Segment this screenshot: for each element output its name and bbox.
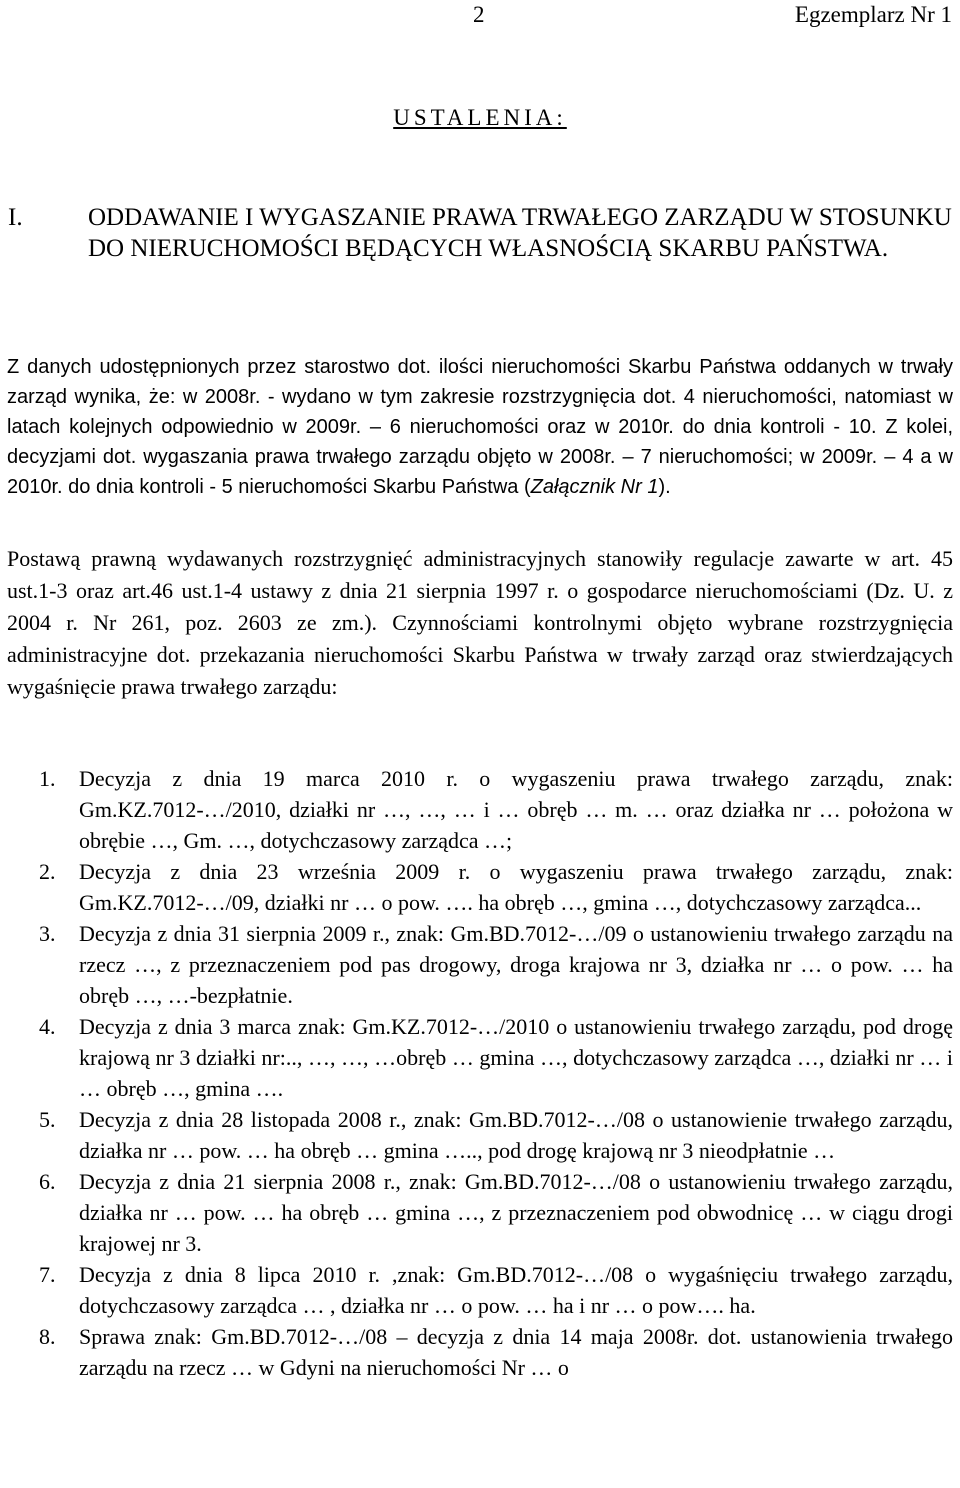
intro-text: Z danych udostępnionych przez starostwo dot. ilości nieruchomości Skarbu Państwa oddanych w trwały zarząd wynika, że: w 2008r. - wydano w tym zakresie rozstrzygnięcia dot. 4 nieruchomości, natomiast w latach kolejnych odpowiednio w 2009r. – 6 nieruchomości oraz w 2010r. do dnia kontroli - 10. Z kolei, decyzjami dot. wygaszania prawa trwałego zarządu objęto w 2008r. – 7 nieruchomości; w 2009r. – 4 a w 2010r. do dnia kontroli - 5 nieruchomości Skarbu Państwa (: [7, 356, 953, 498]
item-number: 5.: [39, 1107, 56, 1132]
list-item: [0, 918, 960, 1011]
item-number: 6.: [39, 1169, 56, 1194]
list-item: [0, 1259, 960, 1321]
section-title: ODDAWANIE I WYGASZANIE PRAWA TRWAŁEGO ZARZĄDU W STOSUNKU DO NIERUCHOMOŚCI BĘDĄCYCH WŁASNOŚCIĄ SKARBU PAŃSTWA.: [88, 204, 952, 262]
list-item: [0, 856, 960, 918]
item-text: Decyzja z dnia 31 sierpnia 2009 r., znak: Gm.BD.7012-…/09 o ustanowieniu trwałego zarządu na rzecz …, z przeznaczeniem pod pas drogowy, droga krajowa nr 3, działka nr … o pow. … ha obręb …, …-bezpłatnie.: [79, 921, 953, 1008]
intro-text-end: ).: [658, 476, 671, 498]
page-number: 2: [473, 2, 485, 27]
item-number: 3.: [39, 921, 56, 946]
intro-paragraph: [7, 352, 953, 502]
item-number: 4.: [39, 1014, 56, 1039]
item-number: 8.: [39, 1324, 56, 1349]
decision-list: [0, 763, 960, 1383]
list-item: [0, 763, 960, 856]
item-text: Decyzja z dnia 21 sierpnia 2008 r., znak: Gm.BD.7012-…/08 o ustanowieniu trwałego zarządu, działka nr … pow. … ha obręb … gmina …, z przeznaczeniem pod obwodnicę … w ciągu drogi krajowej nr 3.: [79, 1169, 953, 1256]
document-heading: USTALENIA:: [393, 105, 567, 130]
list-item: [0, 1011, 960, 1104]
list-item: [0, 1166, 960, 1259]
annex-reference: Załącznik Nr 1: [530, 476, 659, 498]
section-heading: [8, 202, 960, 264]
item-text: Decyzja z dnia 23 września 2009 r. o wygaszeniu prawa trwałego zarządu, znak: Gm.KZ.7012-…/09, działki nr … o pow. …. ha obręb …, gmina …, dotychczasowy zarządca...: [79, 859, 953, 915]
item-text: Decyzja z dnia 28 listopada 2008 r., znak: Gm.BD.7012-…/08 o ustanowienie trwałego zarządu, działka nr … pow. … ha obręb … gmina ….., pod drogę krajową nr 3 nieodpłatnie …: [79, 1107, 953, 1163]
item-text: Sprawa znak: Gm.BD.7012-…/08 – decyzja z dnia 14 maja 2008r. dot. ustanowienia trwałego zarządu na rzecz … w Gdyni na nieruchomości Nr … o: [79, 1324, 953, 1380]
item-number: 7.: [39, 1262, 56, 1287]
list-item: [0, 1321, 960, 1383]
item-text: Decyzja z dnia 8 lipca 2010 r. ,znak: Gm.BD.7012-…/08 o wygaśnięciu trwałego zarządu, dotychczasowy zarządca … , działka nr … o pow. … ha i nr … o pow…. ha.: [79, 1262, 953, 1318]
item-text: Decyzja z dnia 19 marca 2010 r. o wygaszeniu prawa trwałego zarządu, znak: Gm.KZ.7012-…/2010, działki nr …, …, … i … obręb … m. … oraz działka nr … położona w obrębie …, Gm. …, dotychczasowy zarządca …;: [79, 766, 953, 853]
section-number: I.: [8, 204, 23, 231]
item-text: Decyzja z dnia 3 marca znak: Gm.KZ.7012-…/2010 o ustanowieniu trwałego zarządu, pod drogę krajową nr 3 działki nr:.., …, …, …obręb … gmina …, dotychczasowy zarządca …, działki nr … i … obręb …, gmina ….: [79, 1014, 953, 1101]
copy-label: Egzemplarz Nr 1: [794, 2, 952, 27]
list-item: [0, 1104, 960, 1166]
legal-basis-paragraph: Postawą prawną wydawanych rozstrzygnięć administracyjnych stanowiły regulacje zawarte w art. 45 ust.1-3 oraz art.46 ust.1-4 ustawy z dnia 21 sierpnia 1997 r. o gospodarce nieruchomościami (Dz. U. z 2004 r. Nr 261, poz. 2603 ze zm.). Czynnościami kontrolnymi objęto wybrane rozstrzygnięcia administracyjne dot. przekazania nieruchomości Skarbu Państwa w trwały zarząd oraz stwierdzających wygaśnięcie prawa trwałego zarządu:: [7, 546, 953, 699]
item-number: 2.: [39, 859, 56, 884]
item-number: 1.: [39, 766, 56, 791]
